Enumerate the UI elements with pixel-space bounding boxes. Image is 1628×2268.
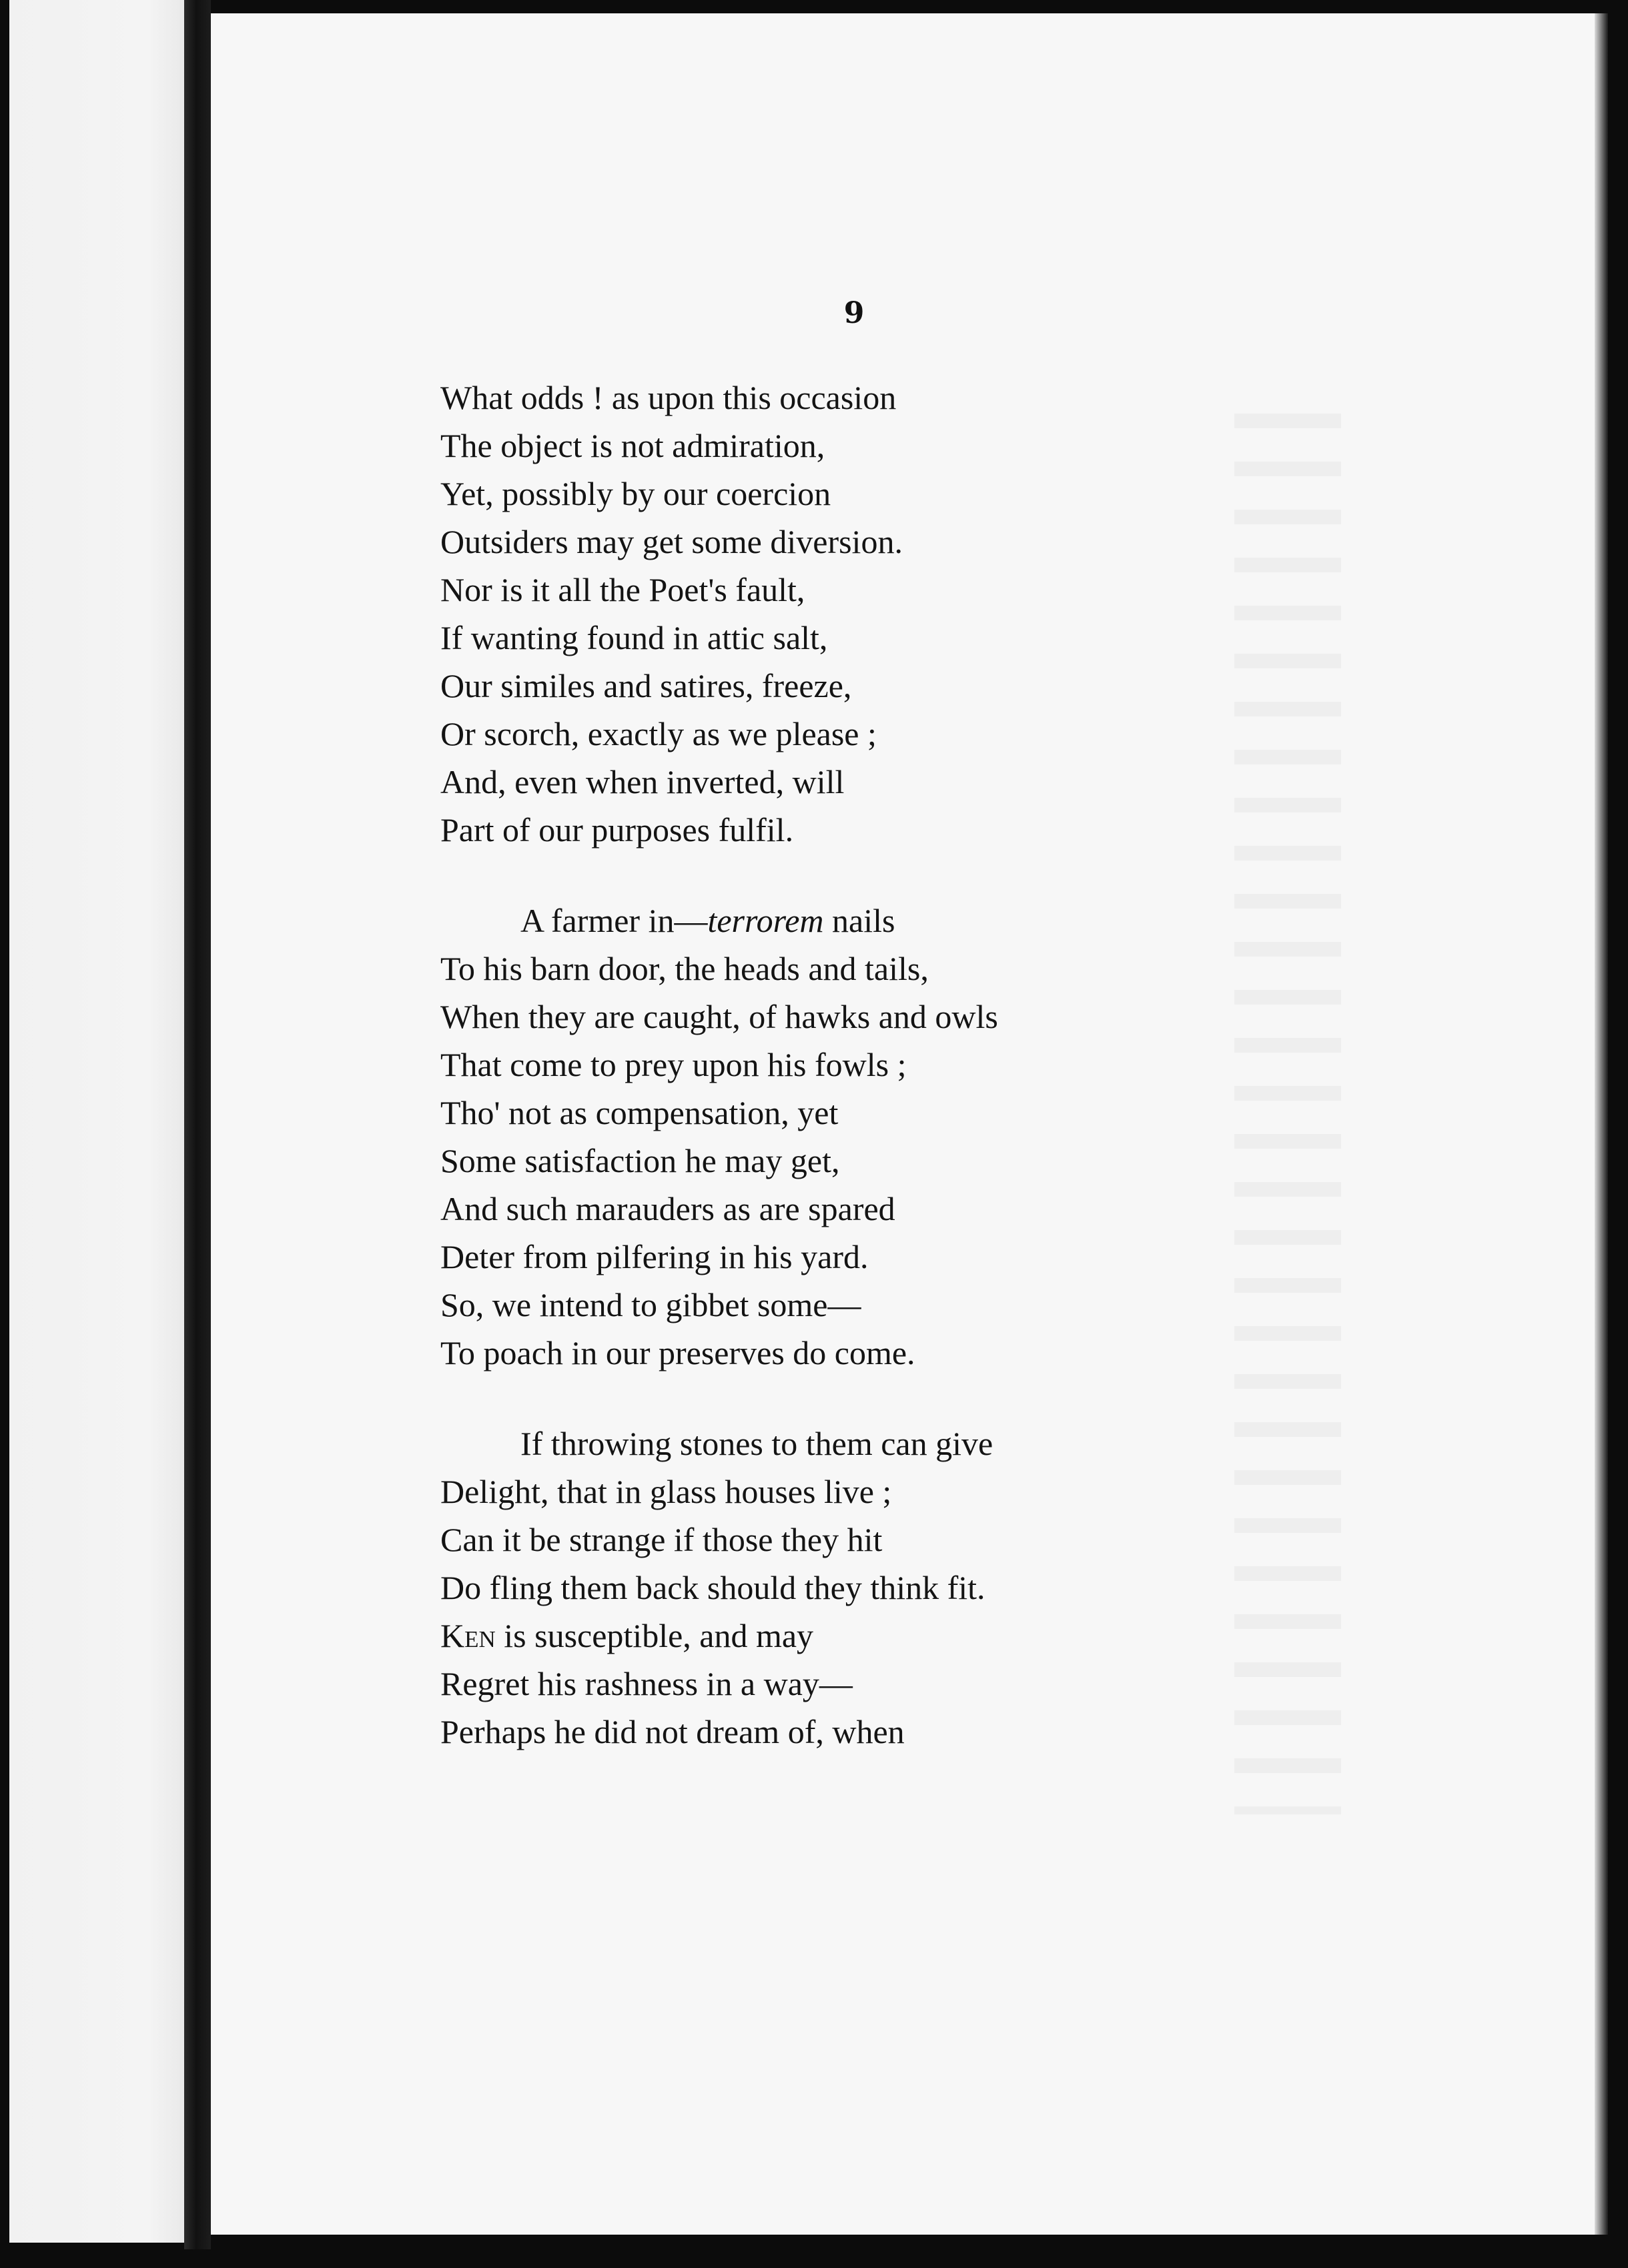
poem-line: What odds ! as upon this occasion bbox=[440, 379, 897, 416]
poem-line: Nor is it all the Poet's fault, bbox=[440, 571, 805, 608]
poem-line-part: is susceptible, and may bbox=[495, 1617, 814, 1654]
poem-line: Regret his rashness in a way— bbox=[440, 1665, 853, 1702]
poem-line-first bbox=[440, 897, 1214, 945]
page-number: 9 bbox=[843, 296, 865, 330]
poem-line: So, we intend to gibbet some— bbox=[440, 1286, 861, 1323]
poem-line-part: A farmer in— bbox=[520, 902, 708, 939]
poem-line: To poach in our preserves do come. bbox=[440, 1334, 915, 1371]
poem-line: If throwing stones to them can give bbox=[520, 1425, 993, 1462]
poem-line: Deter from pilfering in his yard. bbox=[440, 1238, 869, 1275]
stanza-3 bbox=[440, 1420, 1214, 1756]
poem-line: Do fling them back should they think fit. bbox=[440, 1569, 985, 1606]
poem-line: Outsiders may get some diversion. bbox=[440, 523, 903, 560]
stanza-2 bbox=[440, 897, 1214, 1377]
poem-line: Delight, that in glass houses live ; bbox=[440, 1473, 892, 1510]
book-gutter bbox=[184, 0, 211, 2249]
poem-line: Our similes and satires, freeze, bbox=[440, 667, 852, 704]
poem-line: Yet, possibly by our coercion bbox=[440, 475, 831, 512]
poem-line: When they are caught, of hawks and owls bbox=[440, 998, 998, 1035]
facing-page-edge bbox=[9, 0, 184, 2243]
poem-line: To his barn door, the heads and tails, bbox=[440, 950, 929, 987]
stanza-1 bbox=[440, 374, 1214, 854]
page-right-edge bbox=[1595, 13, 1608, 2235]
poem-line-part: nails bbox=[823, 902, 895, 939]
poem-line: Some satisfaction he may get, bbox=[440, 1142, 840, 1179]
poem-line: Can it be strange if those they hit bbox=[440, 1521, 883, 1558]
poem-text bbox=[440, 374, 1214, 1798]
poem-line: And, even when inverted, will bbox=[440, 763, 845, 800]
poem-line: Perhaps he did not dream of, when bbox=[440, 1713, 905, 1750]
poem-line: Or scorch, exactly as we please ; bbox=[440, 715, 877, 752]
reverse-side-bleed-through bbox=[1234, 414, 1341, 1814]
poem-line: That come to prey upon his fowls ; bbox=[440, 1046, 907, 1083]
poem-line: And such marauders as are spared bbox=[440, 1190, 895, 1227]
latin-phrase: terrorem bbox=[707, 902, 824, 939]
poem-line: If wanting found in attic salt, bbox=[440, 619, 828, 656]
poem-line-name bbox=[440, 1612, 1214, 1660]
poem-line: Tho' not as compensation, yet bbox=[440, 1094, 839, 1131]
poem-line: The object is not admiration, bbox=[440, 427, 825, 464]
poem-line: Part of our purposes fulfil. bbox=[440, 811, 794, 848]
name-ken: Ken bbox=[440, 1617, 496, 1654]
